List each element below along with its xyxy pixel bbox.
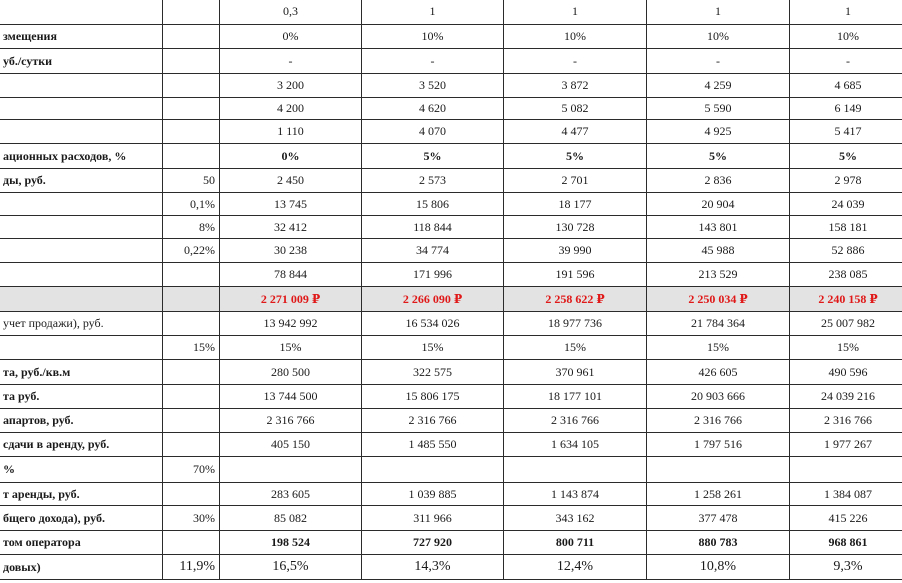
row-parameter: 70% (163, 457, 220, 483)
value-cell-year-5: 25 007 982 (790, 312, 902, 336)
row-parameter: 15% (163, 336, 220, 360)
table-row (0, 531, 902, 555)
value-cell-year-2: 4 620 (362, 98, 504, 120)
value-cell-year-2: 1 485 550 (362, 433, 504, 457)
value-cell-year-1: 16,5% (220, 555, 362, 580)
value-cell-year-1: - (220, 49, 362, 74)
value-cell-year-4: 213 529 (647, 263, 790, 287)
row-parameter (163, 312, 220, 336)
value-cell-year-2: 1 (362, 0, 504, 25)
table-row (0, 506, 902, 531)
value-cell-year-5: 10% (790, 25, 902, 49)
value-cell-year-3: 5% (504, 144, 647, 169)
value-cell-year-1: 283 605 (220, 483, 362, 506)
value-cell-year-3: 1 (504, 0, 647, 25)
value-cell-year-3: 370 961 (504, 360, 647, 385)
row-label (0, 216, 163, 239)
value-cell-year-3: 18 177 101 (504, 385, 647, 409)
row-parameter (163, 98, 220, 120)
row-label (0, 287, 163, 312)
row-label: том оператора (0, 531, 163, 555)
row-label: ационных расходов, % (0, 144, 163, 169)
value-cell-year-5 (790, 457, 902, 483)
value-cell-year-4: - (647, 49, 790, 74)
row-label (0, 74, 163, 98)
row-label: довых) (0, 555, 163, 580)
row-parameter: 11,9% (163, 555, 220, 580)
value-cell-year-1: 15% (220, 336, 362, 360)
table-row (0, 433, 902, 457)
value-cell-year-2: 5% (362, 144, 504, 169)
table-row (0, 193, 902, 216)
value-cell-year-3: 10% (504, 25, 647, 49)
value-cell-year-1: 13 745 (220, 193, 362, 216)
value-cell-year-4: 5 590 (647, 98, 790, 120)
value-cell-year-3: 2 316 766 (504, 409, 647, 433)
value-cell-year-3: 18 977 736 (504, 312, 647, 336)
value-cell-year-1: 1 110 (220, 120, 362, 144)
row-label: апартов, руб. (0, 409, 163, 433)
value-cell-year-4: 377 478 (647, 506, 790, 531)
value-cell-year-3: 12,4% (504, 555, 647, 580)
value-cell-year-1: 0% (220, 25, 362, 49)
table-row (0, 120, 902, 144)
row-label: змещения (0, 25, 163, 49)
row-parameter (163, 483, 220, 506)
value-cell-year-5: 415 226 (790, 506, 902, 531)
value-cell-year-4: 10,8% (647, 555, 790, 580)
value-cell-year-2: 15% (362, 336, 504, 360)
value-cell-year-4: 880 783 (647, 531, 790, 555)
row-label: т аренды, руб. (0, 483, 163, 506)
value-cell-year-5: 968 861 (790, 531, 902, 555)
row-parameter: 8% (163, 216, 220, 239)
row-label: уб./сутки (0, 49, 163, 74)
value-cell-year-2: - (362, 49, 504, 74)
value-cell-year-1: 405 150 (220, 433, 362, 457)
value-cell-year-2: 15 806 175 (362, 385, 504, 409)
row-label: ды, руб. (0, 169, 163, 193)
value-cell-year-5: 2 316 766 (790, 409, 902, 433)
value-cell-year-4: 20 904 (647, 193, 790, 216)
row-label (0, 263, 163, 287)
value-cell-year-2: 14,3% (362, 555, 504, 580)
value-cell-year-2: 2 573 (362, 169, 504, 193)
value-cell-year-1: 32 412 (220, 216, 362, 239)
value-cell-year-5: 5% (790, 144, 902, 169)
table-row (0, 216, 902, 239)
value-cell-year-2: 322 575 (362, 360, 504, 385)
row-parameter: 50 (163, 169, 220, 193)
row-label: учет продажи), руб. (0, 312, 163, 336)
value-cell-year-5: 52 886 (790, 239, 902, 263)
value-cell-year-2: 16 534 026 (362, 312, 504, 336)
value-cell-year-4: 1 (647, 0, 790, 25)
table-row (0, 0, 902, 25)
value-cell-year-4: 4 925 (647, 120, 790, 144)
value-cell-year-4: 45 988 (647, 239, 790, 263)
row-parameter (163, 144, 220, 169)
value-cell-year-4 (647, 457, 790, 483)
row-label: бщего дохода), руб. (0, 506, 163, 531)
value-cell-year-1: 2 450 (220, 169, 362, 193)
value-cell-year-5: 9,3% (790, 555, 902, 580)
value-cell-year-2: 1 039 885 (362, 483, 504, 506)
table-row (0, 336, 902, 360)
row-parameter (163, 120, 220, 144)
value-cell-year-4: 20 903 666 (647, 385, 790, 409)
value-cell-year-2: 2 316 766 (362, 409, 504, 433)
row-parameter (163, 360, 220, 385)
value-cell-year-4: 4 259 (647, 74, 790, 98)
value-cell-year-1: 13 942 992 (220, 312, 362, 336)
value-cell-year-5: 2 240 158 ₽ (790, 287, 902, 312)
row-parameter (163, 49, 220, 74)
value-cell-year-2: 3 520 (362, 74, 504, 98)
row-parameter (163, 263, 220, 287)
value-cell-year-1: 198 524 (220, 531, 362, 555)
value-cell-year-4: 5% (647, 144, 790, 169)
table-row (0, 144, 902, 169)
row-parameter (163, 25, 220, 49)
table-row (0, 409, 902, 433)
value-cell-year-5: 6 149 (790, 98, 902, 120)
value-cell-year-2: 171 996 (362, 263, 504, 287)
value-cell-year-5: 490 596 (790, 360, 902, 385)
value-cell-year-3: 800 711 (504, 531, 647, 555)
table-row (0, 385, 902, 409)
table-row (0, 360, 902, 385)
value-cell-year-1: 2 271 009 ₽ (220, 287, 362, 312)
value-cell-year-1: 3 200 (220, 74, 362, 98)
row-label (0, 98, 163, 120)
value-cell-year-3: 18 177 (504, 193, 647, 216)
row-label: % (0, 457, 163, 483)
table-row (0, 74, 902, 98)
value-cell-year-5: 15% (790, 336, 902, 360)
value-cell-year-3: 130 728 (504, 216, 647, 239)
row-parameter (163, 385, 220, 409)
value-cell-year-1: 78 844 (220, 263, 362, 287)
value-cell-year-4: 143 801 (647, 216, 790, 239)
value-cell-year-4: 426 605 (647, 360, 790, 385)
value-cell-year-1: 30 238 (220, 239, 362, 263)
value-cell-year-5: 24 039 216 (790, 385, 902, 409)
value-cell-year-4: 2 250 034 ₽ (647, 287, 790, 312)
table-row (0, 25, 902, 49)
value-cell-year-4: 1 258 261 (647, 483, 790, 506)
row-parameter: 30% (163, 506, 220, 531)
value-cell-year-4: 10% (647, 25, 790, 49)
value-cell-year-3: 5 082 (504, 98, 647, 120)
value-cell-year-3: 4 477 (504, 120, 647, 144)
table-row (0, 49, 902, 74)
row-parameter (163, 287, 220, 312)
value-cell-year-5: 5 417 (790, 120, 902, 144)
value-cell-year-3: - (504, 49, 647, 74)
value-cell-year-2: 10% (362, 25, 504, 49)
table-row (0, 239, 902, 263)
table-row (0, 263, 902, 287)
row-parameter (163, 74, 220, 98)
table-row (0, 312, 902, 336)
value-cell-year-1: 0% (220, 144, 362, 169)
value-cell-year-3: 2 701 (504, 169, 647, 193)
row-label (0, 239, 163, 263)
table-row (0, 483, 902, 506)
value-cell-year-1 (220, 457, 362, 483)
row-label: та руб. (0, 385, 163, 409)
value-cell-year-1: 280 500 (220, 360, 362, 385)
value-cell-year-1: 13 744 500 (220, 385, 362, 409)
value-cell-year-5: 1 977 267 (790, 433, 902, 457)
value-cell-year-5: 24 039 (790, 193, 902, 216)
value-cell-year-2: 311 966 (362, 506, 504, 531)
value-cell-year-2: 727 920 (362, 531, 504, 555)
value-cell-year-4: 15% (647, 336, 790, 360)
row-label: та, руб./кв.м (0, 360, 163, 385)
value-cell-year-3: 191 596 (504, 263, 647, 287)
value-cell-year-1: 0,3 (220, 0, 362, 25)
value-cell-year-5: 2 978 (790, 169, 902, 193)
value-cell-year-3: 3 872 (504, 74, 647, 98)
value-cell-year-2: 118 844 (362, 216, 504, 239)
value-cell-year-3: 2 258 622 ₽ (504, 287, 647, 312)
value-cell-year-2 (362, 457, 504, 483)
value-cell-year-4: 1 797 516 (647, 433, 790, 457)
value-cell-year-5: 1 384 087 (790, 483, 902, 506)
value-cell-year-2: 2 266 090 ₽ (362, 287, 504, 312)
row-label (0, 0, 163, 25)
value-cell-year-4: 2 836 (647, 169, 790, 193)
value-cell-year-3: 343 162 (504, 506, 647, 531)
value-cell-year-3 (504, 457, 647, 483)
row-label (0, 193, 163, 216)
table-row (0, 169, 902, 193)
value-cell-year-5: 4 685 (790, 74, 902, 98)
value-cell-year-1: 85 082 (220, 506, 362, 531)
value-cell-year-3: 1 143 874 (504, 483, 647, 506)
row-parameter: 0,22% (163, 239, 220, 263)
table-row (0, 98, 902, 120)
value-cell-year-5: 158 181 (790, 216, 902, 239)
table-row (0, 457, 902, 483)
row-parameter (163, 409, 220, 433)
value-cell-year-4: 21 784 364 (647, 312, 790, 336)
value-cell-year-3: 1 634 105 (504, 433, 647, 457)
value-cell-year-3: 39 990 (504, 239, 647, 263)
value-cell-year-2: 15 806 (362, 193, 504, 216)
value-cell-year-5: - (790, 49, 902, 74)
value-cell-year-1: 2 316 766 (220, 409, 362, 433)
table-row (0, 555, 902, 580)
value-cell-year-1: 4 200 (220, 98, 362, 120)
row-label: сдачи в аренду, руб. (0, 433, 163, 457)
value-cell-year-3: 15% (504, 336, 647, 360)
value-cell-year-5: 238 085 (790, 263, 902, 287)
value-cell-year-2: 34 774 (362, 239, 504, 263)
table-row (0, 287, 902, 312)
row-parameter (163, 433, 220, 457)
row-parameter (163, 0, 220, 25)
row-label (0, 120, 163, 144)
row-parameter (163, 531, 220, 555)
value-cell-year-5: 1 (790, 0, 902, 25)
row-parameter: 0,1% (163, 193, 220, 216)
value-cell-year-4: 2 316 766 (647, 409, 790, 433)
row-label (0, 336, 163, 360)
value-cell-year-2: 4 070 (362, 120, 504, 144)
